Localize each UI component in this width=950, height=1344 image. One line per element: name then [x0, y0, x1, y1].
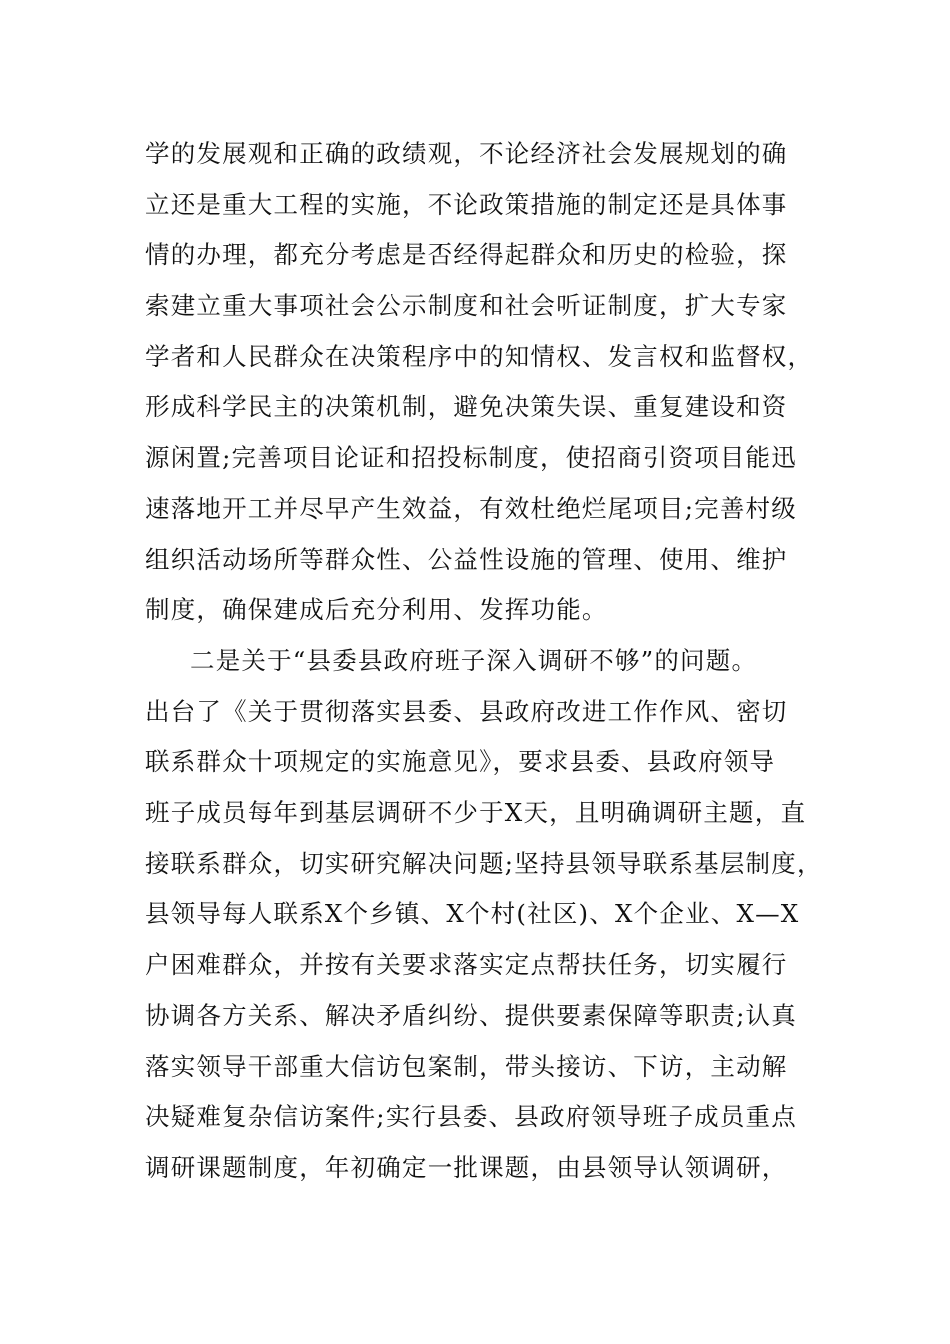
text-line: 学者和人民群众在决策程序中的知情权、发言权和监督权， [145, 341, 814, 371]
text-line: 联系群众十项规定的实施意见》，要求县委、县政府领导 [145, 747, 776, 777]
text-line: 班子成员每年到基层调研不少于X天，且明确调研主题，直 [145, 798, 807, 828]
text-line: 立还是重大工程的实施，不论政策措施的制定还是具体事 [145, 189, 788, 219]
text-line: 决疑难复杂信访案件;实行县委、县政府领导班子成员重点 [145, 1102, 797, 1132]
text-line: 速落地开工并尽早产生效益，有效杜绝烂尾项目;完善村级 [145, 493, 797, 523]
text-line: 学的发展观和正确的政绩观，不论经济社会发展规划的确 [145, 139, 788, 168]
text-line: 出台了《关于贯彻落实县委、县政府改进工作作风、密切 [145, 696, 788, 726]
text-line: 县领导每人联系X个乡镇、X个村(社区)、X个企业、X—X [145, 899, 800, 929]
text-line: 制度，确保建成后充分利用、发挥功能。 [145, 595, 608, 625]
text-line: 接联系群众，切实研究解决问题;坚持县领导联系基层制度， [145, 848, 823, 878]
text-line: 形成科学民主的决策机制，避免决策失误、重复建设和资 [145, 392, 788, 422]
text-line: 户困难群众，并按有关要求落实定点帮扶任务，切实履行 [145, 950, 788, 980]
text-line: 情的办理，都充分考虑是否经得起群众和历史的检验，探 [145, 240, 788, 270]
paragraph-heading-line: 二是关于“县委县政府班子深入调研不够”的问题。 [190, 646, 758, 675]
text-line: 组织活动场所等群众性、公益性设施的管理、使用、维护 [145, 544, 788, 574]
text-line: 源闲置;完善项目论证和招投标制度，使招商引资项目能迅 [145, 443, 797, 473]
paragraph-2 [145, 636, 825, 1194]
text-line: 调研课题制度，年初确定一批课题，由县领导认领调研， [145, 1152, 788, 1182]
text-line: 协调各方关系、解决矛盾纠纷、提供要素保障等职责;认真 [145, 1000, 797, 1030]
text-line: 索建立重大事项社会公示制度和社会听证制度，扩大专家 [145, 291, 788, 321]
paragraph-1 [145, 129, 825, 636]
text-line: 落实领导干部重大信访包案制，带头接访、下访，主动解 [145, 1051, 788, 1081]
